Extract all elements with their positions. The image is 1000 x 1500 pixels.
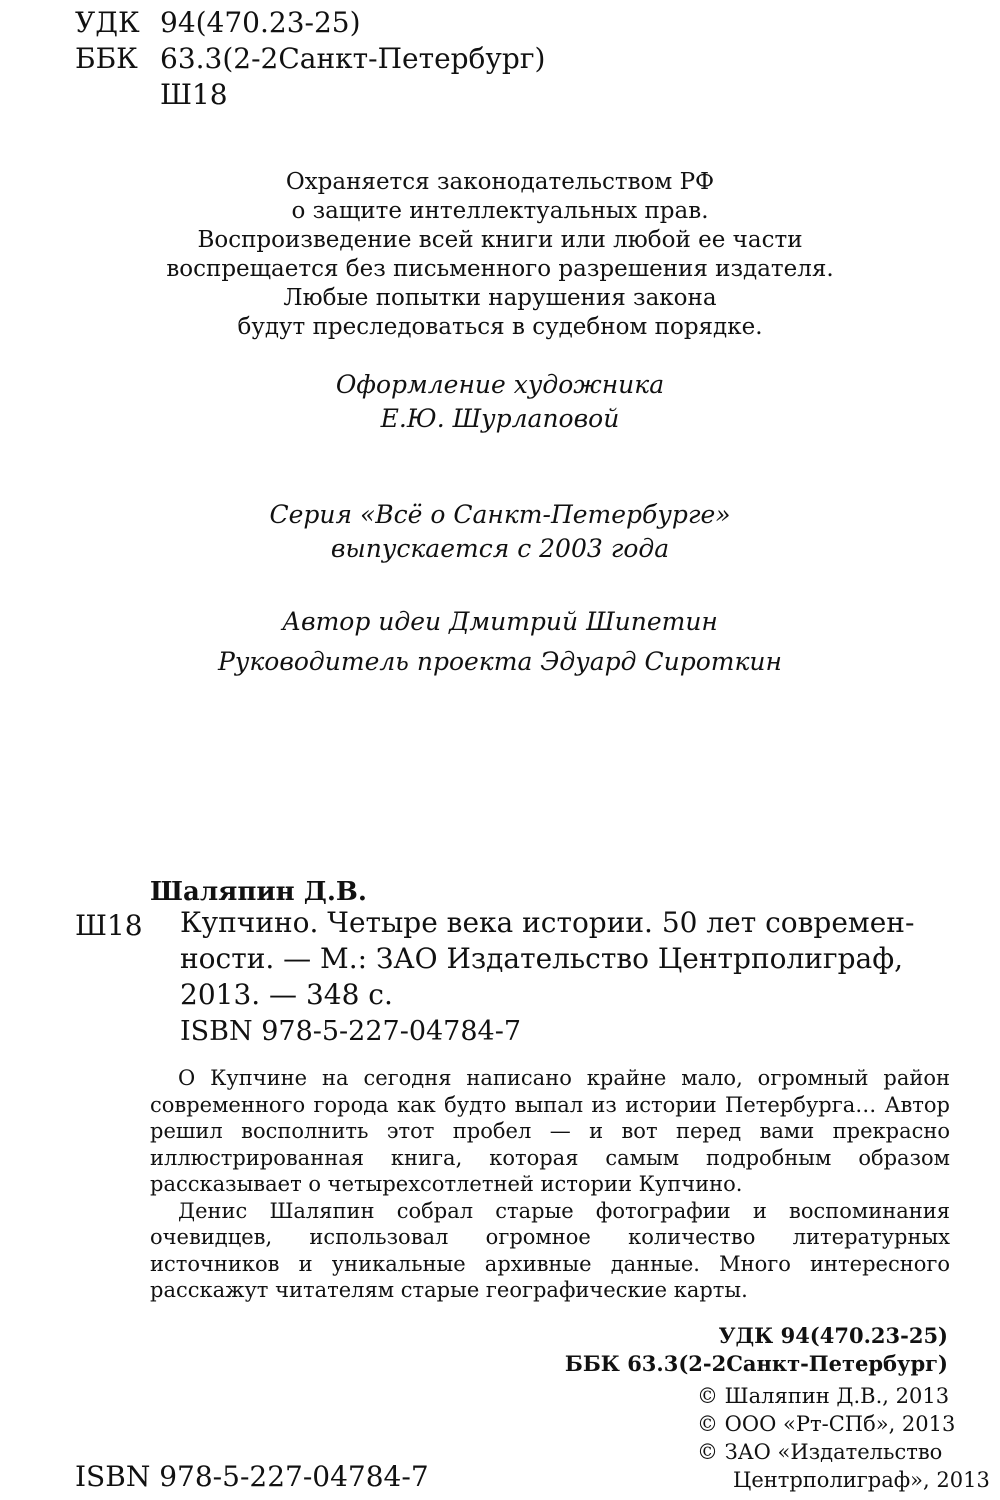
- copyright-line: © ЗАО «Издательство: [697, 1440, 943, 1464]
- notice-line: будут преследоваться в судебном порядке.: [237, 314, 763, 340]
- copyright-line: Центрполиграф», 2013: [733, 1468, 990, 1492]
- bibliographic-record: [180, 905, 950, 1013]
- isbn-bottom: ISBN 978-5-227-04784-7: [75, 1460, 429, 1493]
- author-sign-row: [75, 78, 228, 112]
- series-info: [0, 498, 1000, 566]
- annotation-paragraph: Денис Шаляпин собрал старые фотографии и воспоминания очевидцев, использовал огромное количество литературных источников и уникальные архивные данные. Много интересного расскажут читателям старые географические карты.: [150, 1198, 950, 1302]
- annotation: [150, 1065, 950, 1304]
- project-credit-line: Автор идеи Дмитрий Шипетин: [282, 607, 718, 636]
- project-credit-line: Руководитель проекта Эдуард Сироткин: [218, 647, 782, 676]
- udk-value: 94(470.23-25): [160, 6, 361, 39]
- record-sign: Ш18: [75, 909, 143, 942]
- udk-right: УДК 94(470.23-25): [718, 1323, 948, 1348]
- record-line: ности. — М.: ЗАО Издательство Центрполиграф,: [180, 942, 904, 975]
- design-credit-line: Е.Ю. Шурлаповой: [380, 404, 620, 433]
- bbk-label: ББК: [75, 42, 138, 75]
- udk-label: УДК: [75, 6, 140, 39]
- bbk-value: 63.3(2-2Санкт-Петербург): [160, 42, 546, 75]
- author-sign: Ш18: [160, 78, 228, 111]
- project-credits: [0, 602, 1000, 682]
- design-credit-line: Оформление художника: [335, 370, 665, 399]
- copyright-holders: [697, 1382, 990, 1494]
- copyright-line: © ООО «Рт-СПб», 2013: [697, 1412, 956, 1436]
- udk-code-row: [75, 6, 361, 40]
- notice-line: Любые попытки нарушения закона: [283, 285, 717, 311]
- record-author: Шаляпин Д.В.: [150, 877, 367, 907]
- notice-line: Воспроизведение всей книги или любой ее части: [197, 227, 803, 253]
- copyright-line: © Шаляпин Д.В., 2013: [697, 1384, 950, 1408]
- series-line: Серия «Всё о Санкт-Петербурге»: [269, 500, 731, 529]
- record-line: 2013. — 348 с.: [180, 978, 393, 1011]
- record-isbn: ISBN 978-5-227-04784-7: [180, 1016, 522, 1047]
- notice-line: Охраняется законодательством РФ: [285, 169, 715, 195]
- bbk-right: ББК 63.3(2-2Санкт-Петербург): [564, 1351, 948, 1376]
- design-credit: [0, 368, 1000, 436]
- copyright-notice: [0, 168, 1000, 342]
- series-line: выпускается с 2003 года: [330, 534, 670, 563]
- classification-block: [565, 1322, 948, 1378]
- notice-line: воспрещается без письменного разрешения издателя.: [166, 256, 834, 282]
- annotation-paragraph: О Купчине на сегодня написано крайне мало, огромный район современного города как будто выпал из истории Петербурга… Автор решил восполнить этот пробел — и вот перед вами прекрасно иллюстрированная книга, которая самым подробным образом рассказывает о четырехсотлетней истории Купчино.: [150, 1066, 950, 1196]
- record-line: Купчино. Четыре века истории. 50 лет современ-: [180, 906, 915, 939]
- notice-line: о защите интеллектуальных прав.: [291, 198, 709, 224]
- bbk-code-row: [75, 42, 545, 76]
